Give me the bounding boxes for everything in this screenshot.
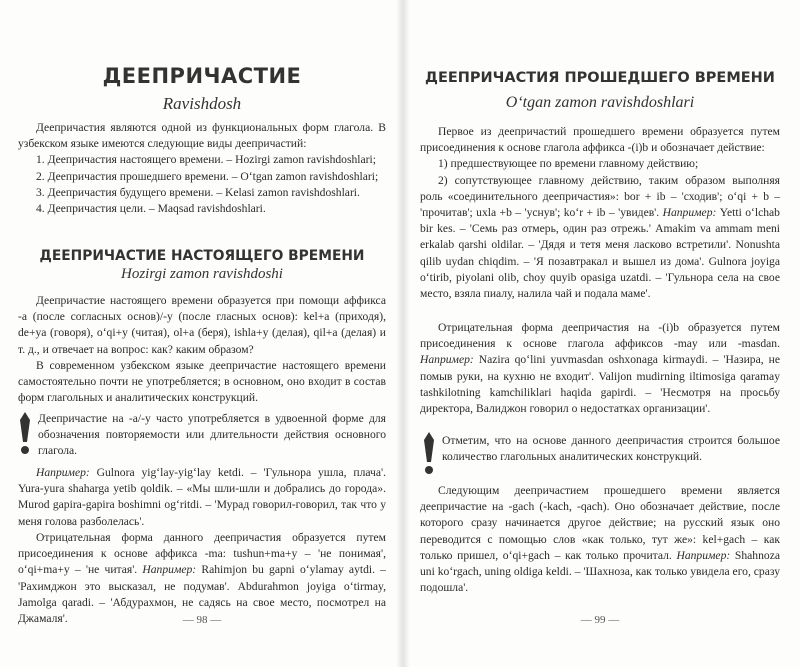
- example-label: Например:: [662, 206, 717, 220]
- note-block: [38, 411, 386, 460]
- section-title: ДЕЕПРИЧАСТИЕ НАСТОЯЩЕГО ВРЕМЕНИ: [39, 248, 365, 264]
- paragraph-block: [18, 530, 386, 627]
- example-label: Например:: [142, 563, 197, 577]
- paragraph-block: [18, 293, 386, 358]
- example-paragraph: [420, 483, 780, 596]
- example-text: Nazira qo‘lini yuvmasdan oshxonaga kirmaydi. – 'Назира, не помыв руки, на кухню не входит'. Valijon mudirning iltimosiga qaramay tashkilotning kamchiliklari haqida gapirdi. – 'Несмотря на просьбу директора, Валиджон говорил о недостатках организации'.: [420, 353, 780, 416]
- body-paragraph: Деепричастие настоящего времени образуется при помощи аффикса -а (после согласных основ)/-у (после гласных основ): kel+a (приходя), de+ya (говоря), o‘qi+y (читая), ol+a (беря), ishla+y (делая), qil+a (делая) и т. д., и отвечает на вопрос: как? каким образом?: [18, 294, 386, 356]
- body-text: Отрицательная форма данного деепричастия образуется путем присоединения к основе аффикса -ma: tushun+ma+y – 'не понимая', o‘qi+ma+y – 'не читая'.: [18, 531, 386, 577]
- example-text: Rahimjon bu gapni o‘ylamay aytdi. – 'Рахимджон это высказал, не подумав'. Abdurahmon joyiga o‘tirmay, Jamolga qaradi. – 'Абдурахмон, не садясь на свое место, посмотрел на Джамаля'.: [18, 563, 386, 626]
- intro-paragraph: Деепричастия являются одной из функциональных форм глагола. В узбекском языке имеются следующие виды деепричастий:: [18, 121, 386, 151]
- example-label: Например:: [420, 353, 474, 367]
- example-paragraph: [18, 465, 386, 530]
- paragraph-block: [420, 124, 780, 302]
- example-paragraph: [420, 173, 780, 303]
- exclamation-icon: [422, 432, 436, 483]
- paragraph-block: [420, 483, 780, 596]
- example-paragraph: [18, 530, 386, 627]
- page-number: — 99 —: [580, 614, 620, 626]
- body-text: Следующим деепричастием прошедшего времени является деепричастие на -gach (-kach, -qach). Оно обозначает действие, после которого сразу начинается другое действие; на русский язык оно переводится с помощью слов «как только, тут же»: kel+gach – как только пришел, o‘qi+gach – как только прочитал.: [420, 484, 780, 562]
- list-item: 1) предшествующее по времени главному действию;: [438, 157, 699, 171]
- section-subtitle-uz: Hozirgi zamon ravishdoshi: [121, 266, 283, 282]
- example-text: Yetti o‘lchab bir kes. – 'Семь раз отмерь, один раз отрежь.' Amakim va ammam meni erkalab qarshi oldilar. – 'Дядя и тетя меня ласково встретили'. Nonushta qilib uydan chiqdim. – 'Я позавтракал и вышел из дома'. Gulnora joyiga o‘tirib, piyolani olib, choy quyib opasiga uzatdi. – 'Гульнора села на свое место, взяла пиалу, налила чай и подала маме'.: [420, 206, 780, 301]
- note-paragraph: Деепричастие на -a/-y часто употребляется в удвоенной форме для обозначения повторяемости или длительности действия основного глагола.: [38, 412, 386, 458]
- list-item: 4. Деепричастия цели. – Maqsad ravishdoshlari.: [36, 202, 266, 216]
- right-page: [420, 0, 780, 667]
- list-item: 3. Деепричастия будущего времени. – Kelasi zamon ravishdoshlari.: [36, 185, 360, 199]
- example-paragraph: [420, 320, 780, 417]
- paragraph-block: [18, 465, 386, 530]
- intro-block: [18, 120, 386, 217]
- body-text: Отрицательная форма деепричастия на -(i)b образуется путем присоединения к основе глагола аффиксов -may или -masdan.: [420, 321, 780, 351]
- page-title: ДЕЕПРИЧАСТИЕ: [102, 64, 302, 88]
- left-page: [18, 0, 386, 667]
- page-number: — 98 —: [182, 614, 222, 626]
- example-label: Например:: [36, 466, 90, 479]
- body-paragraph: В современном узбекском языке деепричастие настоящего времени самостоятельно почти не употребляется; в основном, оно входит в состав форм глагольных и аналитических конструкций.: [18, 359, 386, 405]
- page-subtitle-uz: O‘tgan zamon ravishdoshlari: [505, 94, 695, 111]
- exclamation-icon: [18, 412, 32, 463]
- note-block: [442, 433, 780, 465]
- example-label: Например:: [676, 548, 731, 562]
- example-text: Gulnora yig‘lay-yig‘lay ketdi. – 'Гульнора ушла, плача'. Yura-yura shaharga yetib qoldik. – «Мы шли-шли и добрались до города». Murod gapira-gapira boshimni og‘ritdi. – 'Мурад говорил-говорил, так что у меня голова разболелась'.: [18, 466, 386, 528]
- body-paragraph: Первое из деепричастий прошедшего времени образуется путем присоединения к основе глагола аффикса -(i)b и обозначает действие:: [420, 125, 780, 155]
- list-item: 2. Деепричастия прошедшего времени. – O‘tgan zamon ravishdoshlari;: [36, 169, 379, 183]
- page-title: ДЕЕПРИЧАСТИЯ ПРОШЕДШЕГО ВРЕМЕНИ: [425, 70, 775, 86]
- example-text: Shahnoza uni ko‘rgach, uning oldiga keldi. – 'Шахноза, как только увидела его, сразу подошла'.: [420, 548, 780, 595]
- page-subtitle-uz: Ravishdosh: [162, 94, 242, 113]
- body-text: 2) сопутствующее главному действию, таким образом выполняя роль «соединительного деепричастия»: bor + ib – 'сходив'; o‘qi + b – 'прочитав'; uxla +b – 'уснув'; ko‘r + ib – 'увидев'.: [420, 173, 780, 220]
- book-gutter: [396, 0, 410, 667]
- note-paragraph: Отметим, что на основе данного деепричастия строится большое количество глагольных аналитических конструкций.: [442, 434, 780, 464]
- paragraph-block: [420, 320, 780, 417]
- list-item: 1. Деепричастия настоящего времени. – Hozirgi zamon ravishdoshlari;: [36, 153, 376, 167]
- paragraph-block: [18, 358, 386, 407]
